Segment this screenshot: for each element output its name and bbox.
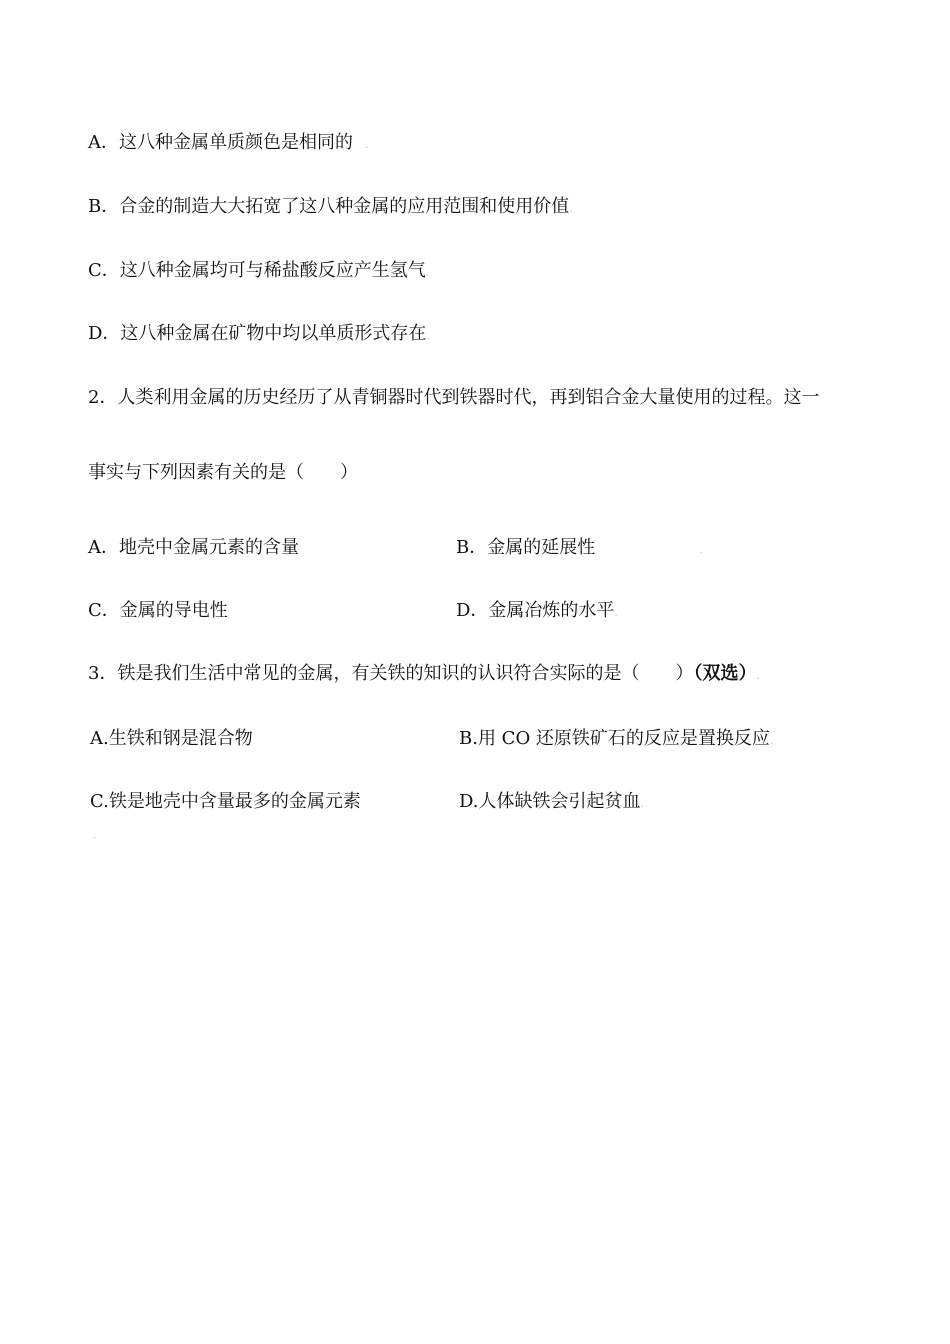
q3-stem-text: 3．铁是我们生活中常见的金属，有关铁的知识的认识符合实际的是（ ） (88, 663, 694, 684)
scan-mark: . (756, 671, 760, 682)
q3-stem (88, 662, 760, 689)
q1-option-c-text: C．这八种金属均可与稀盐酸反应产生氢气 (88, 260, 426, 281)
scan-mark: . (93, 830, 97, 841)
q2-option-d (456, 599, 618, 626)
scan-mark: . (426, 331, 430, 342)
q1-option-a-text: A．这八种金属单质颜色是相同的 (88, 132, 353, 153)
scan-mark: . (569, 204, 573, 215)
q1-option-c (88, 259, 429, 286)
scan-mark: . (769, 736, 774, 747)
q3-option-d-text: D.人体缺铁会引起贫血 (459, 791, 641, 812)
q1-option-a (88, 131, 368, 158)
q3-option-d (459, 790, 644, 817)
scan-mark: . (365, 140, 369, 151)
scan-mark: . (425, 268, 429, 279)
scan-mark: . (640, 799, 644, 810)
scan-mark: . (614, 608, 618, 619)
q2-option-a: A．地壳中金属元素的含量 (88, 537, 299, 558)
q2-option-c: C．金属的导电性 (88, 600, 228, 621)
q1-option-b (88, 195, 572, 222)
q2-stem-line2: 事实与下列因素有关的是（ ） (88, 462, 358, 483)
q2-option-d-text: D．金属冶炼的水平 (456, 600, 615, 621)
q1-option-d (88, 322, 430, 349)
q3-option-a: A.生铁和钢是混合物 (90, 728, 253, 749)
q1-option-b-text: B．合金的制造大大拓宽了这八种金属的应用范围和使用价值 (88, 196, 570, 217)
q3-option-c: C.铁是地壳中含量最多的金属元素 (90, 791, 361, 812)
q3-tag: （双选） (693, 663, 757, 684)
scan-mark: . (699, 545, 703, 556)
q2-stem-line1: 2．人类利用金属的历史经历了从青铜器时代到铁器时代，再到铝合金大量使用的过程。这一 (88, 387, 820, 408)
q3-option-b-text: B.用 CO 还原铁矿石的反应是置换反应 (459, 728, 770, 749)
q1-option-d-text: D．这八种金属在矿物中均以单质形式存在 (88, 323, 427, 344)
q3-option-b (459, 727, 773, 754)
q2-option-b (456, 536, 702, 563)
q2-option-b-text: B．金属的延展性 (456, 537, 596, 558)
